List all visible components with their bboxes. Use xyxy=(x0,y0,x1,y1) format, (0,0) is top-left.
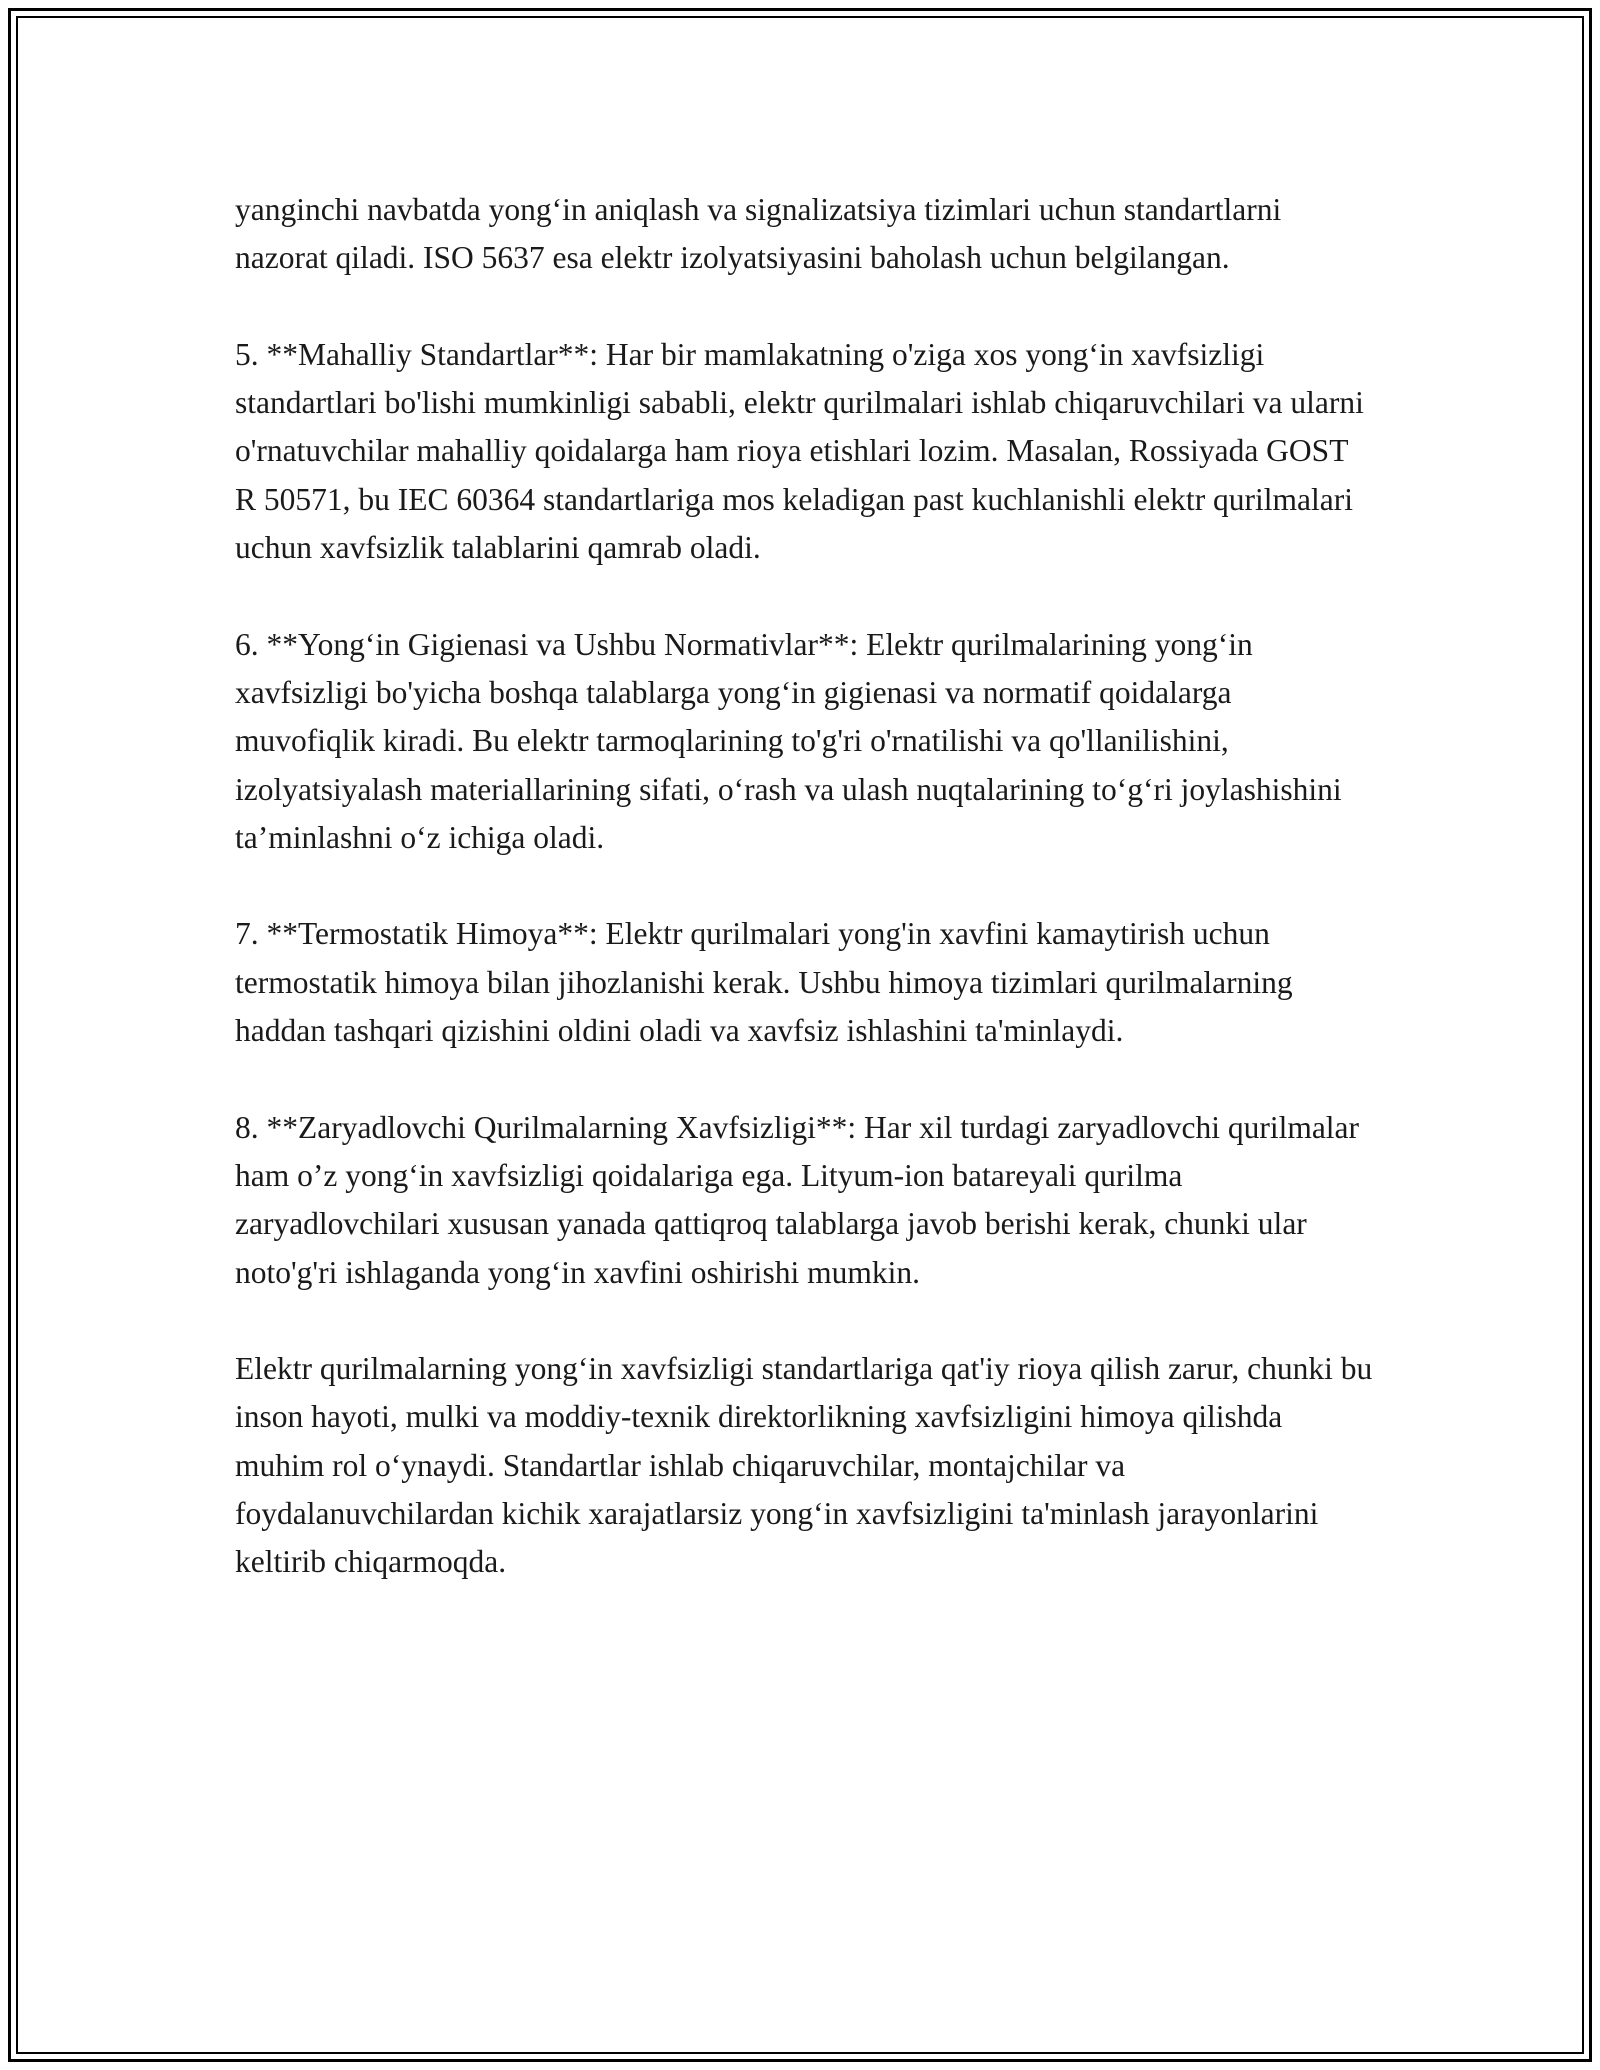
paragraph-thermostatic-protection: 7. **Termostatik Himoya**: Elektr qurilmalari yong'in xavfini kamaytirish uchun termostatik himoya bilan jihozlanishi kerak. Ushbu himoya tizimlari qurilmalarning haddan tashqari qizishini oldini oladi va xavfsiz ishlashini ta'minlaydi. xyxy=(235,916,1293,1049)
document-body xyxy=(235,186,1375,1587)
paragraph-intro-continuation: yanginchi navbatda yong‘in aniqlash va signalizatsiya tizimlari uchun standartlarni nazorat qiladi. ISO 5637 esa elektr izolyatsiyasini baholash uchun belgilangan. xyxy=(235,192,1282,276)
paragraph-charger-safety: 8. **Zaryadlovchi Qurilmalarning Xavfsizligi**: Har xil turdagi zaryadlovchi qurilmalar ham o’z yong‘in xavfsizligi qoidalariga ega. Lityum-ion batareyali qurilma zaryadlovchilari xususan yanada qattiqroq talablarga javob berishi kerak, chunki ular noto'g'ri ishlaganda yong‘in xavfini oshirishi mumkin. xyxy=(235,1109,1360,1290)
paragraph-fire-hygiene: 6. **Yong‘in Gigienasi va Ushbu Normativlar**: Elektr qurilmalarining yong‘in xavfsizligi bo'yicha boshqa talablarga yong‘in gigienasi va normatif qoidalarga muvofiqlik kiradi. Bu elektr tarmoqlarining to'g'ri o'rnatilishi va qo'llanilishini, izolyatsiyalash materiallarining sifati, o‘rash va ulash nuqtalarining to‘g‘ri joylashishini ta’minlashni o‘z ichiga oladi. xyxy=(235,626,1342,855)
paragraph-local-standards: 5. **Mahalliy Standartlar**: Har bir mamlakatning o'ziga xos yong‘in xavfsizligi standartlari bo'lishi mumkinligi sababli, elektr qurilmalari ishlab chiqaruvchilari va ularni o'rnatuvchilar mahalliy qoidalarga ham rioya etishlari lozim. Masalan, Rossiyada GOST R 50571, bu IEC 60364 standartlariga mos keladigan past kuchlanishli elektr qurilmalari uchun xavfsizlik talablarini qamrab oladi. xyxy=(235,336,1364,566)
paragraph-conclusion: Elektr qurilmalarning yong‘in xavfsizligi standartlariga qat'iy rioya qilish zarur, chunki bu inson hayoti, mulki va moddiy-texnik direktorlikning xavfsizligini himoya qilishda muhim rol o‘ynaydi. Standartlar ishlab chiqaruvchilar, montajchilar va foydalanuvchilardan kichik xarajatlarsiz yong‘in xavfsizligini ta'minlash jarayonlarini keltirib chiqarmoqda. xyxy=(235,1351,1373,1580)
